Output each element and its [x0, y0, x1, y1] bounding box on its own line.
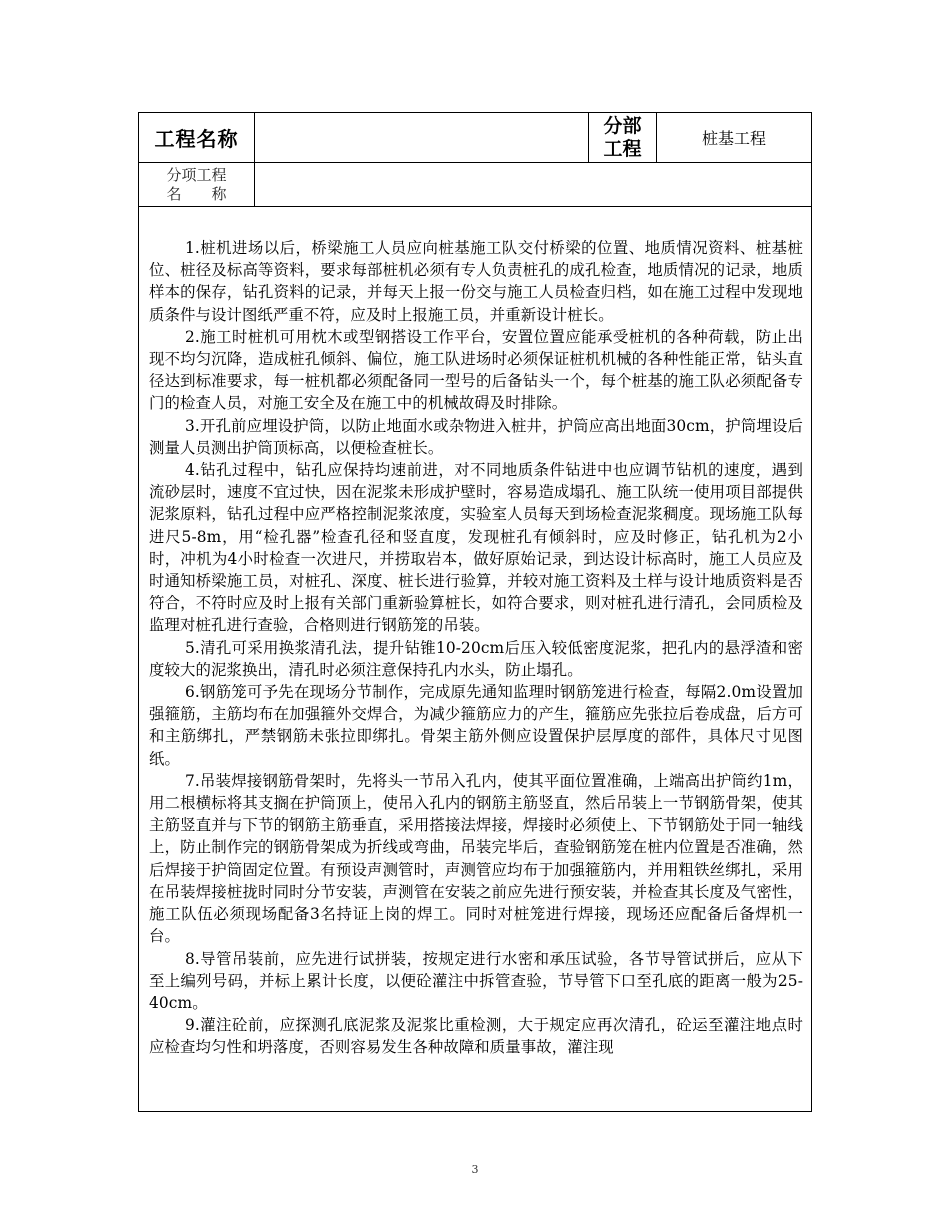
- paragraph-2: 2.施工时桩机可用枕木或型钢搭设工作平台，安置位置应能承受桩机的各种荷载，防止出现不均匀沉降，造成桩孔倾斜、偏位，施工队进场时必须保证桩机机械的各种性能正常，钻头直径达到标准要求，每一桩机都必须配备同一型号的后备钻头一个，每个桩基的施工队必须配备专门的检查人员，对施工安全及在施工中的机械故碍及时排除。: [149, 327, 803, 413]
- paragraph-5: 5.清孔可采用换浆清孔法，提升钻锥10-20cm后压入较低密度泥浆，把孔内的悬浮渣和密度较大的泥浆换出，清孔时必须注意保持孔内水头，防止塌孔。: [149, 638, 803, 679]
- subitem-label-line1: 分项工程: [166, 165, 227, 184]
- subitem-label: [139, 163, 255, 206]
- division-label-line1: 分部: [603, 114, 642, 137]
- paragraph-6: 6.钢筋笼可予先在现场分节制作，完成原先通知监理时钢筋笼进行检查，每隔2.0m设置加强箍筋，主筋均布在加强箍外交焊合，为减少箍筋应力的产生，箍筋应先张拉后卷成盘，后方可和主筋绑扎，严禁钢筋未张拉即绑扎。骨架主筋外侧应设置保护层厚度的部件，具体尺寸见图纸。: [149, 683, 803, 768]
- division-label: [589, 113, 657, 162]
- paragraph-8: 8.导管吊装前，应先进行试拼装，按规定进行水密和承压试验，各节导管试拼后，应从下至上编列号码，并标上累计长度，以便砼灌注中拆管查验，节导管下口至孔底的距离一般为25-40cm。: [149, 949, 803, 1012]
- paragraph-1: 1.桩机进场以后，桥梁施工人员应向桩基施工队交付桥梁的位置、地质情况资料、桩基桩位、桩径及标高等资料，要求每部桩机必须有专人负责桩孔的成孔检查，地质情况的记录，地质样本的保存，钻孔资料的记录，并每天上报一份交与施工人员检查归档，如在施工过程中发现地质条件与设计图纸严重不符，应及时上报施工员，并重新设计桩长。: [149, 239, 803, 324]
- header-row-subitem: [139, 163, 811, 207]
- paragraph-3: 3.开孔前应埋设护筒，以防止地面水或杂物进入桩井，护筒应高出地面30cm，护筒埋设后测量人员测出护筒顶标高，以便检查桩长。: [149, 416, 803, 457]
- division-value: 桩基工程: [701, 129, 766, 148]
- header-row-project: [139, 113, 811, 163]
- content-body: [139, 207, 811, 1111]
- paragraph-7: 7.吊装焊接钢筋骨架时，先将头一节吊入孔内，使其平面位置准确，上端高出护筒约1m，用二根横标将其支搁在护筒顶上，使吊入孔内的钢筋主筋竖直，然后吊装上一节钢筋骨架，使其主筋竖直并与下节的钢筋主筋垂直，采用搭接法焊接，焊接时必须使上、下节钢筋处于同一轴线上，防止制作完的钢筋骨架成为折线或弯曲，吊装完毕后，查验钢筋笼在桩内位置是否准确，然后焊接于护筒固定位置。有预设声测管时，声测管应均布于加强箍筋内，并用粗铁丝绑扎，采用在吊装焊接桩拢时同时分节安装，声测管在安装之前应先进行预安装，并检查其长度及气密性，施工队伍必须现场配备3名持证上岗的焊工。同时对桩笼进行焊接，现场还应配备后备焊机一台。: [149, 771, 803, 946]
- page-number: 3: [471, 1163, 479, 1176]
- paragraph-9: 9.灌注砼前，应探测孔底泥浆及泥浆比重检测，大于规定应再次清孔，砼运至灌注地点时应检查均匀性和坍落度，否则容易发生各种故障和质量事故，灌注现: [149, 1016, 803, 1057]
- form-table: [138, 112, 812, 1112]
- project-name-value: [255, 113, 589, 162]
- subitem-value: [255, 163, 811, 206]
- paragraph-4: 4.钻孔过程中，钻孔应保持均速前进，对不同地质条件钻进中也应调节钻机的速度，遇到流砂层时，速度不宜过快，因在泥浆未形成护壁时，容易造成塌孔、施工队统一使用项目部提供泥浆原料，钻孔过程中应严格控制泥浆浓度，实验室人员每天到场检查泥浆稠度。现场施工队每进尺5-8m，用“检孔器”检查孔径和竖直度，发现桩孔有倾斜时，应及时修正，钻孔机为2小时，冲机为4小时检查一次进尺，并捞取岩本，做好原始记录，到达设计标高时，施工人员应及时通知桥梁施工员，对桩孔、深度、桩长进行验算，并较对施工资料及土样与设计地质资料是否符合，不符时应及时上报有关部门重新验算桩长，如符合要求，则对桩孔进行清孔，会同质检及监理对桩孔进行查验，合格则进行钢筋笼的吊装。: [149, 461, 803, 635]
- division-label-line2: 工程: [603, 137, 642, 160]
- project-name-label: 工程名称: [139, 113, 255, 162]
- subitem-label-line2: 名 称: [166, 184, 227, 203]
